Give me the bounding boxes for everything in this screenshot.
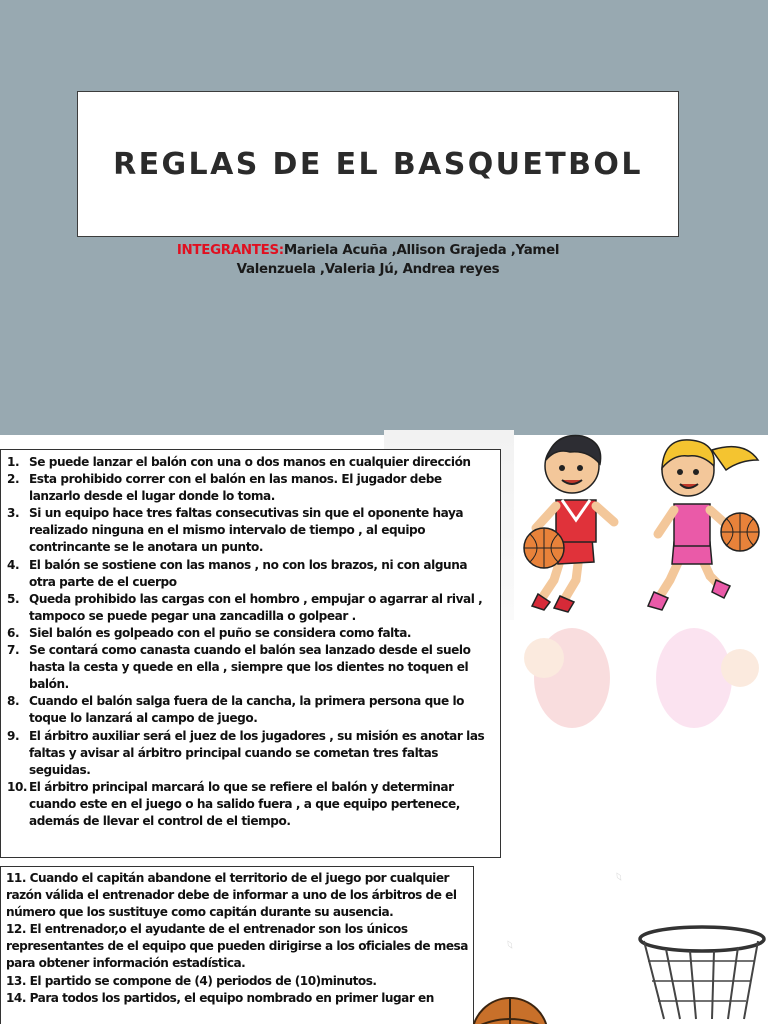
rule-paragraph: 14. Para todos los partidos, el equipo nombrado en primer lugar en <box>6 990 434 1005</box>
basketball-players-illustration <box>514 430 768 620</box>
members-line2: Valenzuela ,Valeria Jú, Andrea reyes <box>236 262 500 277</box>
rule-item: 4. El balón se sostiene con las manos , no con los brazos, ni con alguna otra parte de el cuerpo <box>7 557 468 589</box>
watermark-mark: ◊ <box>505 939 515 951</box>
rule-item: 6. Siel balón es golpeado con el puño se considera como falta. <box>7 625 412 640</box>
illustration-reflection <box>514 618 768 748</box>
rule-item: 9. El árbitro auxiliar será el juez de los jugadores , su misión es anotar las faltas y avisar al árbitro principal cuando se cometan tres faltas seguidas. <box>7 728 485 777</box>
rule-paragraph: 13. El partido se compone de (4) periodos de (10)minutos. <box>6 973 377 988</box>
rule-item: 1. Se puede lanzar el balón con una o dos manos en cualquier dirección <box>7 455 471 469</box>
watermark-mark: ◊ <box>614 871 624 883</box>
girl-basketball-player-icon <box>648 440 759 610</box>
rule-item: 8. Cuando el balón salga fuera de la cancha, la primera persona que lo toque lo lanzará al campo de juego. <box>7 694 465 726</box>
rule-paragraph: 11. Cuando el capitán abandone el territorio de el juego por cualquier razón válida el entrenador debe de informar a uno de los árbitros de el número que los sustituye como capitán durante su ausencia. <box>6 871 457 920</box>
rule-item: 10. El árbitro principal marcará lo que se refiere el balón y determinar cuando este en el juego o ha salido fuera , a que equipo pertenece, además de llevar el control de el tiempo. <box>7 779 460 828</box>
title-box <box>77 91 679 237</box>
members-line1: Mariela Acuña ,Allison Grajeda ,Yamel <box>283 243 560 258</box>
basketball-hoop-icon <box>630 915 768 1024</box>
rule-item: 7. Se contará como canasta cuando el balón sea lanzado desde el suelo hasta la cesta y quede en ella , siempre que los dientes no toquen el balón. <box>7 643 471 692</box>
boy-basketball-player-icon <box>524 436 614 613</box>
rules-list-box <box>0 449 501 858</box>
basketball-icon <box>470 996 550 1024</box>
page-title: REGLAS DE EL BASQUETBOL <box>113 146 643 182</box>
rule-item: 2. Esta prohibido correr con el balón en las manos. El jugador debe lanzarlo desde el lugar donde lo toma. <box>7 472 442 504</box>
rule-item: 5. Queda prohibido las cargas con el hombro , empujar o agarrar al rival , tampoco se puede pegar una zancadilla o golpear . <box>7 591 483 623</box>
rule-item: 3. Si un equipo hace tres faltas consecutivas sin que el oponente haya realizado ninguna en el mismo intervalo de tiempo , al equipo contrincante se le anotara un punto. <box>7 506 464 555</box>
rules-continued-box <box>0 866 474 1024</box>
members-label: INTEGRANTES: <box>176 243 284 258</box>
rule-paragraph: 12. El entrenador,o el ayudante de el entrenador son los únicos representantes de el equipo que pueden dirigirse a los oficiales de mesa para obtener información estadística. <box>6 922 468 971</box>
title-slide <box>0 0 768 435</box>
members-text <box>128 241 608 279</box>
